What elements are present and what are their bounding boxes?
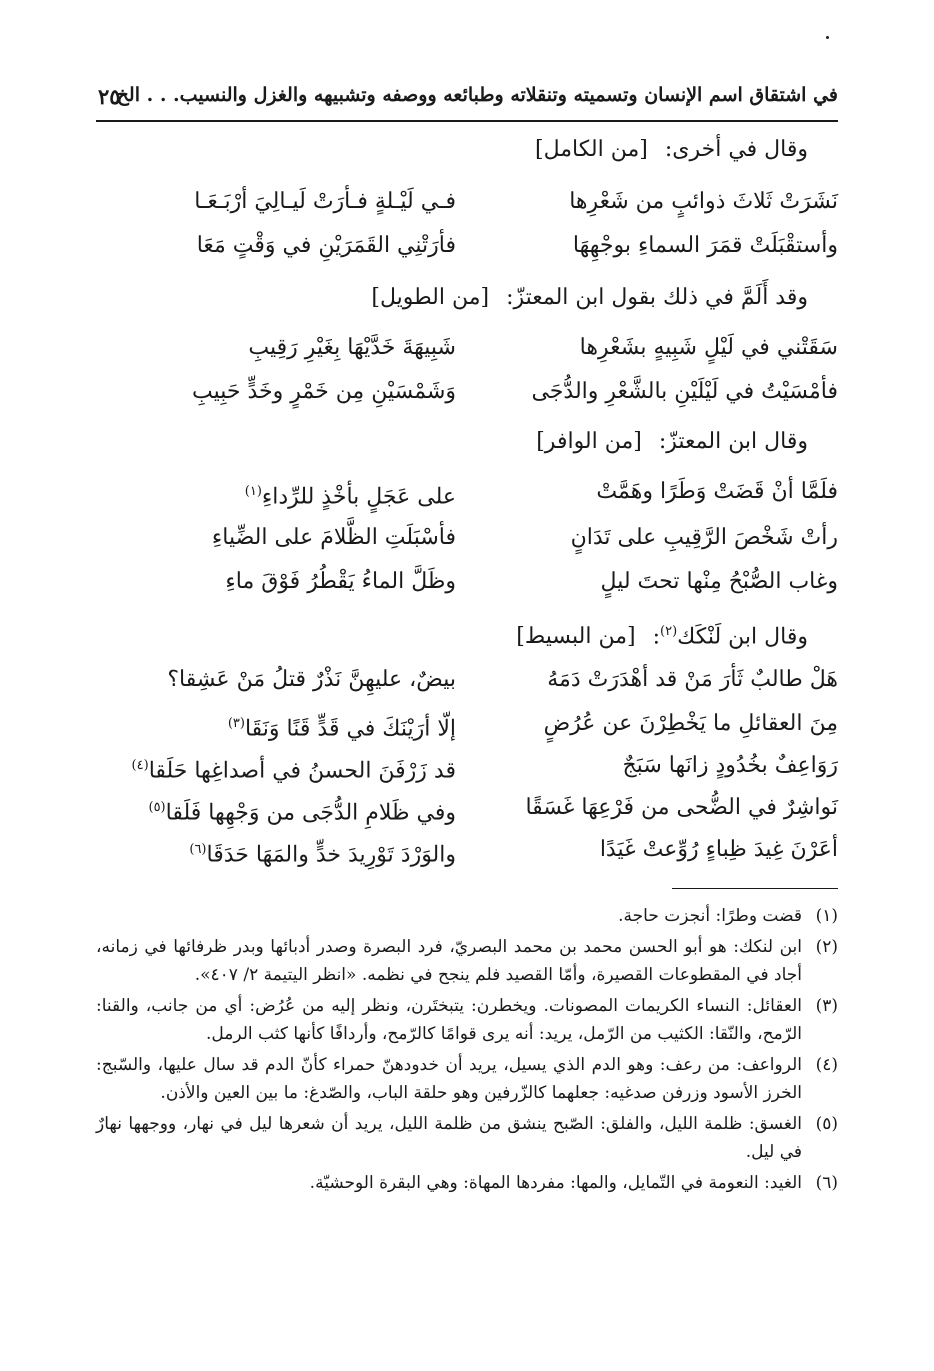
verse-first-hemistich: هَلْ طالبٌ ثَأرَ مَنْ قد أهْدَرَتْ دَمَهُ [547, 667, 838, 692]
intro-colon: : [652, 624, 661, 650]
verse-first-hemistich: نَواشِرٌ في الضُّحى من فَرْعِهَا غَسَقًا [525, 795, 838, 820]
footnote-number: (٤) [815, 1055, 838, 1075]
header-title: في اشتقاق اسم الإنسان وتسميته وتنقلاته وطبائعه ووصفه وتشبيهه والغزل والنسيب. . . الخ [116, 84, 838, 106]
verse-text: إلّا أرَيْنَكَ في قَدٍّ قَنًا وَنَقَا [244, 716, 456, 742]
page-speck [826, 36, 829, 39]
footnote [96, 933, 838, 989]
footnote-ref: (١) [244, 484, 262, 499]
footnote-number: (٣) [815, 996, 838, 1016]
footnote-divider [672, 888, 838, 889]
verse-first-hemistich: نَشَرَتْ ثَلاثَ ذوائبٍ من شَعْرِها [569, 189, 838, 214]
verse-line [96, 516, 838, 560]
footnote [96, 992, 838, 1048]
verse-line [96, 744, 838, 788]
verse-second-hemistich: شَبِيهَةَ خَدَّيْهَا بِغَيْرِ رَقِيبِ [248, 335, 456, 360]
verse-line [96, 180, 838, 224]
footnote-text: الغيد: النعومة في التّمايل، والمها: مفردها المهاة: وهي البقرة الوحشيّة. [309, 1173, 802, 1193]
verse-line [96, 370, 838, 414]
verse-first-hemistich: مِنَ العقائلِ ما يَخْطِرْنَ عن عُرُضٍ [543, 711, 838, 736]
verse-line [96, 224, 838, 268]
running-header [96, 80, 838, 122]
footnote-number: (٦) [815, 1173, 838, 1193]
verse-first-hemistich: أعَرْنَ غِيدَ ظِباءٍ رُوِّعتْ غَيَدًا [599, 837, 838, 862]
verse-line [96, 786, 838, 830]
verse-text: على عَجَلٍ بأخْذٍ للرِّداءِ [261, 484, 456, 510]
verse-second-hemistich: بيضٌ، عليهِنَّ نَذْرٌ قتلُ مَنْ عَشِقا؟ [167, 667, 456, 692]
page-number: ٢٥ [98, 84, 121, 109]
verse-text: قد زَرْفَنَ الحسنُ في أصداغِها حَلَقا [148, 758, 456, 784]
verse-second-hemistich: فأرَتْنِي القَمَرَيْنِ في وَقْتٍ مَعَا [196, 233, 456, 258]
footnote-text: قضت وطرًا: أنجزت حاجة. [618, 906, 802, 926]
verse-first-hemistich: رأتْ شَخْصَ الرَّقِيبِ على تَدَانٍ [570, 525, 838, 550]
verse-first-hemistich: رَوَاعِفٌ بخُدُودٍ زانَها سَبَجٌ [622, 753, 838, 778]
verse-text: وفي ظَلامِ الدُّجَى من وَجْهِها فَلَقا [165, 800, 456, 826]
footnote-text: الغسق: ظلمة الليل، والفلق: الصّبح ينشق من ظلمة الليل، يريد أن شعرها ليل في نهار، ووجهها نهارٌ في ليل. [96, 1114, 802, 1162]
meter-label: [من الطويل] [371, 285, 490, 310]
intro-text: وقال ابن لَنْكَك [677, 624, 808, 650]
poem-intro [96, 276, 838, 320]
intro-text: وقال في أخرى: [664, 137, 808, 162]
verse-text: والوَرْدَ تَوْرِيدَ خدٍّ والمَهَا حَدَقَا [206, 842, 456, 868]
footnote [96, 1110, 838, 1166]
footnote-text: ابن لنكك: هو أبو الحسن محمد بن محمد البصريّ، فرد البصرة وصدر أدبائها وبدر ظرفائها في زمانه، أجاد في المقطوعات القصيرة، وأمّا القصيد فلم ينجح في نظمه. «انظر اليتيمة ٢/ ٤٠٧». [96, 937, 802, 985]
intro-text: وقد أَلَمَّ في ذلك بقول ابن المعتزّ: [506, 285, 808, 310]
verse-first-hemistich: وأستقْبَلَتْ قمَرَ السماءِ بوجْهِهَا [572, 233, 838, 258]
verse-second-hemistich [126, 470, 456, 519]
verse-line [96, 326, 838, 370]
footnote-number: (٢) [815, 937, 838, 957]
verse-second-hemistich: فأسْبَلَتِ الظَّلامَ على الضِّياءِ [211, 525, 456, 550]
meter-label: [من البسيط] [516, 624, 636, 650]
meter-label: [من الوافر] [536, 429, 642, 454]
verse-line [96, 702, 838, 746]
footnote-ref: (٥) [148, 800, 166, 815]
footnote-ref: (٤) [131, 758, 149, 773]
footnote-number: (١) [815, 906, 838, 926]
verse-second-hemistich: وظَلَّ الماءُ يَقْطُرُ فَوْقَ ماءِ [225, 569, 456, 594]
verse-first-hemistich: فلَمَّا أنْ قَضَتْ وَطَرًا وهَمَّتْ [596, 479, 838, 504]
verse-first-hemistich: فأمْسَيْتُ في لَيْلَيْنِ بالشَّعْرِ والدُّجَى [531, 379, 838, 404]
verse-second-hemistich [126, 828, 456, 877]
verse-line [96, 470, 838, 514]
footnote [96, 902, 838, 930]
footnote-text: الرواعف: من رعف: وهو الدم الذي يسيل، يريد أن خدودهنّ حمراء كأنّ الدم قد سال عليها، والسّبج: الخرز الأسود وزرفن صدغيه: جعلهما كالزّرفين وهو حلقة الباب، والصّدغ: ما بين العين والأذن. [96, 1055, 802, 1103]
verse-line [96, 658, 838, 702]
footnotes [96, 902, 838, 1200]
footnote-ref: (٣) [227, 716, 245, 731]
verse-line [96, 560, 838, 604]
poem-intro [96, 610, 838, 654]
footnote [96, 1169, 838, 1197]
verse-first-hemistich: سَقَتْني في لَيْلٍ شَبِيهٍ بشَعْرِها [579, 335, 838, 360]
footnote-ref: (٢) [660, 624, 678, 639]
verse-line [96, 828, 838, 872]
footnote-text: العقائل: النساء الكريمات المصونات. ويخطرن: يتبختَرن، ونظر إليه من عُرُض: أي من جانب، والقنا: الرّمح، والنّقا: الكثيب من الرّمل، يريد: أنه يرى قوامًا كالرّمح، وأردافًا كأنها كثب الرمل. [96, 996, 802, 1044]
footnote-number: (٥) [815, 1114, 838, 1134]
footnote [96, 1051, 838, 1107]
verse-second-hemistich: وَشَمْسَيْنِ مِن خَمْرٍ وخَدٍّ حَبِيبِ [192, 379, 456, 404]
footnote-ref: (٦) [189, 842, 207, 857]
intro-text: وقال ابن المعتزّ: [658, 429, 808, 454]
verse-second-hemistich: فـي لَيْـلةٍ فـأرَتْ لَيـالِيَ أرْبَـعَـا [194, 189, 456, 214]
verse-first-hemistich: وغاب الصُّبْحُ مِنْها تحتَ ليلٍ [600, 569, 838, 594]
poem-intro [96, 128, 838, 172]
meter-label: [من الكامل] [535, 137, 648, 162]
poem-intro [96, 420, 838, 464]
